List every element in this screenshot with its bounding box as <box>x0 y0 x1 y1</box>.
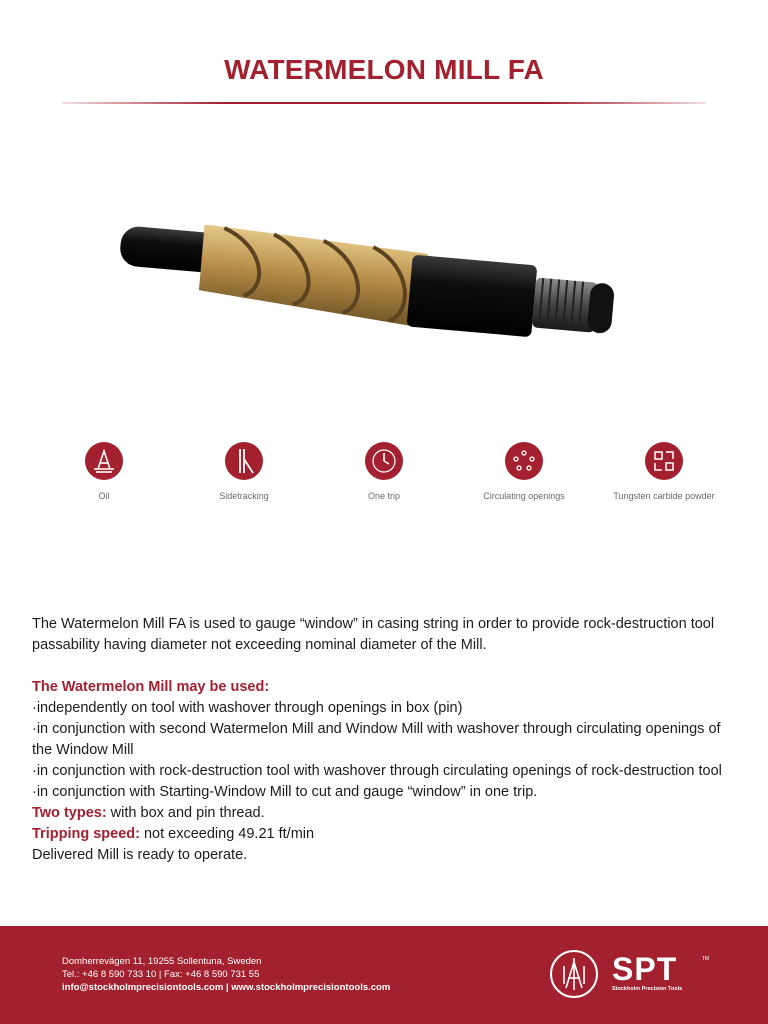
usage-item: ·in conjunction with Starting-Window Mill to cut and gauge “window” in one trip. <box>32 784 538 800</box>
logo-trademark: TM <box>702 956 710 962</box>
footer <box>0 926 768 1024</box>
product-description <box>32 614 738 866</box>
spec-value: with box and pin thread. <box>106 805 265 821</box>
feature-oil <box>34 442 174 502</box>
watermelon-mill-image <box>110 225 630 345</box>
feature-one-trip <box>314 442 454 502</box>
clock-icon <box>365 442 403 480</box>
feature-icons-row <box>34 442 734 522</box>
description-paragraph: The Watermelon Mill FA is used to gauge “window” in casing string in order to provide rock-destruction tool passability having diameter not exceeding nominal diameter of the Mill. <box>32 616 715 653</box>
usage-item: ·independently on tool with washover through openings in box (pin) <box>32 700 463 716</box>
footer-address: Domherrevägen 11, 19255 Sollentuna, Sweden <box>62 956 262 967</box>
circulating-openings-icon <box>505 442 543 480</box>
footer-phone: Tel.: +46 8 590 733 10 | Fax: +46 8 590 731 55 <box>62 969 260 980</box>
spec-two-types <box>32 803 738 824</box>
footer-contact-block <box>62 955 390 994</box>
feature-tungsten-carbide <box>594 442 734 502</box>
title-divider <box>62 102 706 104</box>
feature-label: Tungsten carbide powder <box>613 491 715 501</box>
feature-circulating-openings <box>454 442 594 502</box>
feature-label: Circulating openings <box>483 491 565 501</box>
sidetracking-icon <box>225 442 263 480</box>
spec-tripping-speed <box>32 824 738 845</box>
paragraph-gap <box>32 656 738 677</box>
usage-item: ·in conjunction with rock-destruction tool with washover through circulating openings of rock-destruction tool <box>32 763 722 779</box>
tungsten-carbide-icon <box>645 442 683 480</box>
logo-subtitle: Stockholm Precision Tools <box>612 986 683 992</box>
logo-wordmark: SPT <box>612 951 678 987</box>
page-title: WATERMELON MILL FA <box>224 54 544 85</box>
usage-item: ·in conjunction with second Watermelon Mill and Window Mill with washover through circulating openings of the Window Mill <box>32 721 721 758</box>
spec-value: not exceeding 49.21 ft/min <box>139 826 315 842</box>
feature-label: Oil <box>98 491 110 501</box>
feature-label: One trip <box>367 491 400 501</box>
usage-heading: The Watermelon Mill may be used: <box>32 679 270 695</box>
feature-label: Sidetracking <box>219 491 269 501</box>
closing-note: Delivered Mill is ready to operate. <box>32 847 248 863</box>
logo-emblem-icon <box>550 950 598 998</box>
spec-label: Tripping speed: <box>32 826 140 842</box>
oil-rig-icon <box>85 442 123 480</box>
footer-email-website[interactable]: info@stockholmprecisiontools.com | www.stockholmprecisiontools.com <box>62 982 391 993</box>
feature-sidetracking <box>174 442 314 502</box>
spt-logo <box>550 950 720 1000</box>
spec-label: Two types: <box>32 805 107 821</box>
